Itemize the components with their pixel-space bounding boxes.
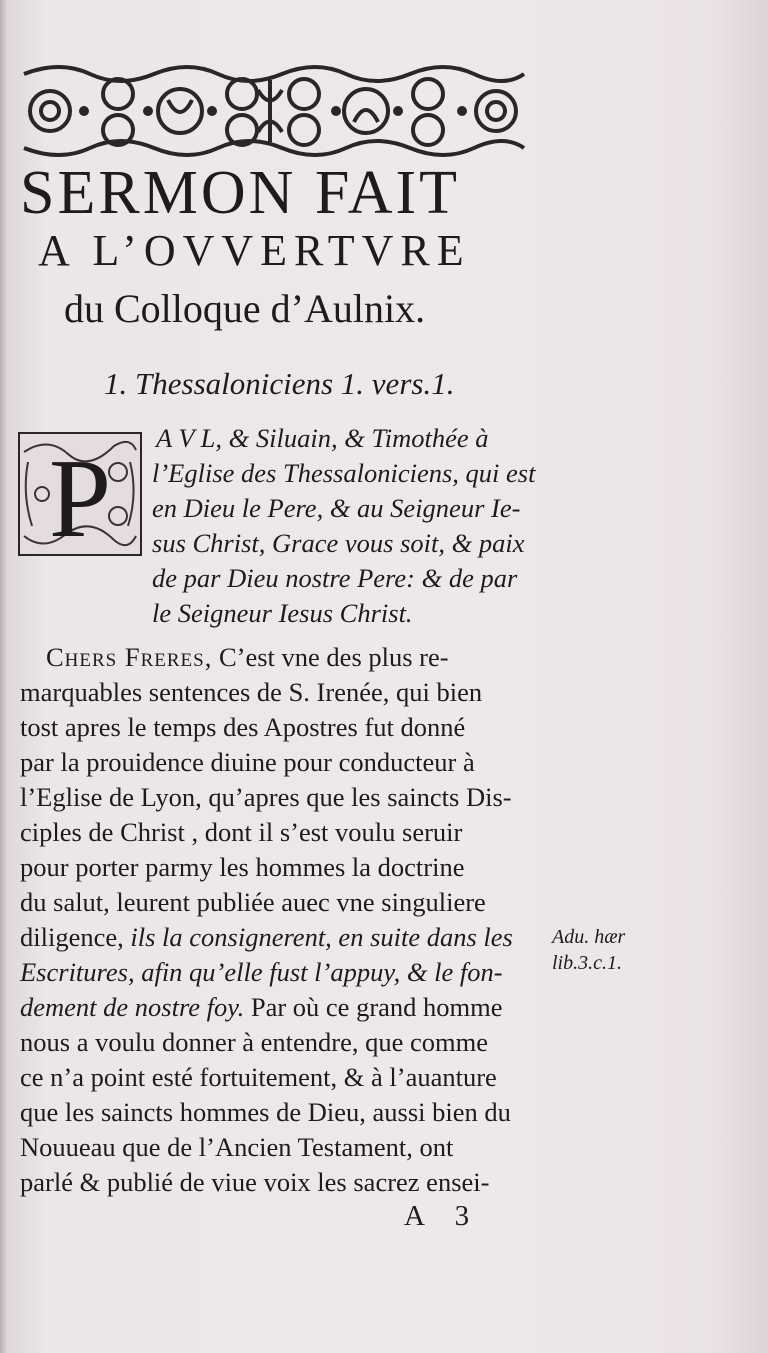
body-line-1-rest: C’est vne des plus re- [212, 642, 449, 672]
title-line-3: du Colloque d’Aulnix. [64, 286, 426, 331]
body-line: Nouueau que de l’Ancien Testament, ont [20, 1132, 454, 1162]
body-line: que les saincts hommes de Dieu, aussi bien du [20, 1097, 511, 1127]
margin-note-line-1: Adu. hær [552, 926, 626, 948]
scripture-reference: 1. Thessaloniciens 1. vers.1. [104, 366, 455, 401]
body-roman-part: Par où ce grand homme [244, 992, 503, 1022]
body-line: nous a voulu donner à entendre, que comme [20, 1027, 489, 1057]
body-line: du salut, leurent publiée auec vne singuliere [20, 887, 486, 917]
body-line-italic: Escritures, afin qu’elle fust l’appuy, & le fon- [20, 957, 503, 987]
verse-line: l’Eglise des Thessaloniciens, qui est [152, 458, 536, 488]
title-line-2: A L’OVVERTVRE [38, 226, 471, 275]
body-roman-part: diligence, [20, 922, 131, 952]
ornamental-headpiece-icon [20, 60, 528, 162]
body-line: ce n’a point esté fortuitement, & à l’auanture [20, 1062, 497, 1092]
verse-line: A V L, & Siluain, & Timothée à [156, 423, 489, 453]
body-italic-part: ils la consignerent, en suite dans les [130, 922, 513, 952]
body-line-1 [46, 640, 449, 674]
salutation-smallcaps: Chers Freres, [46, 642, 213, 672]
verse-line: le Seigneur Iesus Christ. [152, 598, 413, 628]
decorated-initial-icon [18, 432, 142, 556]
body-line-mixed [20, 920, 513, 954]
title-line-1: SERMON FAIT [20, 159, 461, 227]
body-line: parlé & publié de viue voix les sacrez ensei- [20, 1167, 490, 1197]
body-line: pour porter parmy les hommes la doctrine [20, 852, 465, 882]
body-line: l’Eglise de Lyon, qu’apres que les saincts Dis- [20, 782, 512, 812]
page-gutter-shadow [0, 0, 8, 1353]
verse-line: en Dieu le Pere, & au Seigneur Ie- [152, 493, 521, 523]
verse-line: de par Dieu nostre Pere: & de par [152, 563, 518, 593]
body-line-mixed-2 [20, 990, 503, 1024]
body-line: ciples de Christ , dont il s’est voulu seruir [20, 817, 463, 847]
margin-note-line-2: lib.3.c.1. [552, 952, 622, 974]
body-line: tost apres le temps des Apostres fut donné [20, 712, 466, 742]
body-line: marquables sentences de S. Irenée, qui bien [20, 677, 483, 707]
signature-mark: A 3 [404, 1200, 482, 1232]
dropcap-letter: P [48, 437, 112, 556]
body-line: par la prouidence diuine pour conducteur à [20, 747, 475, 777]
verse-line: sus Christ, Grace vous soit, & paix [152, 528, 525, 558]
body-italic-part: dement de nostre foy. [20, 992, 245, 1022]
